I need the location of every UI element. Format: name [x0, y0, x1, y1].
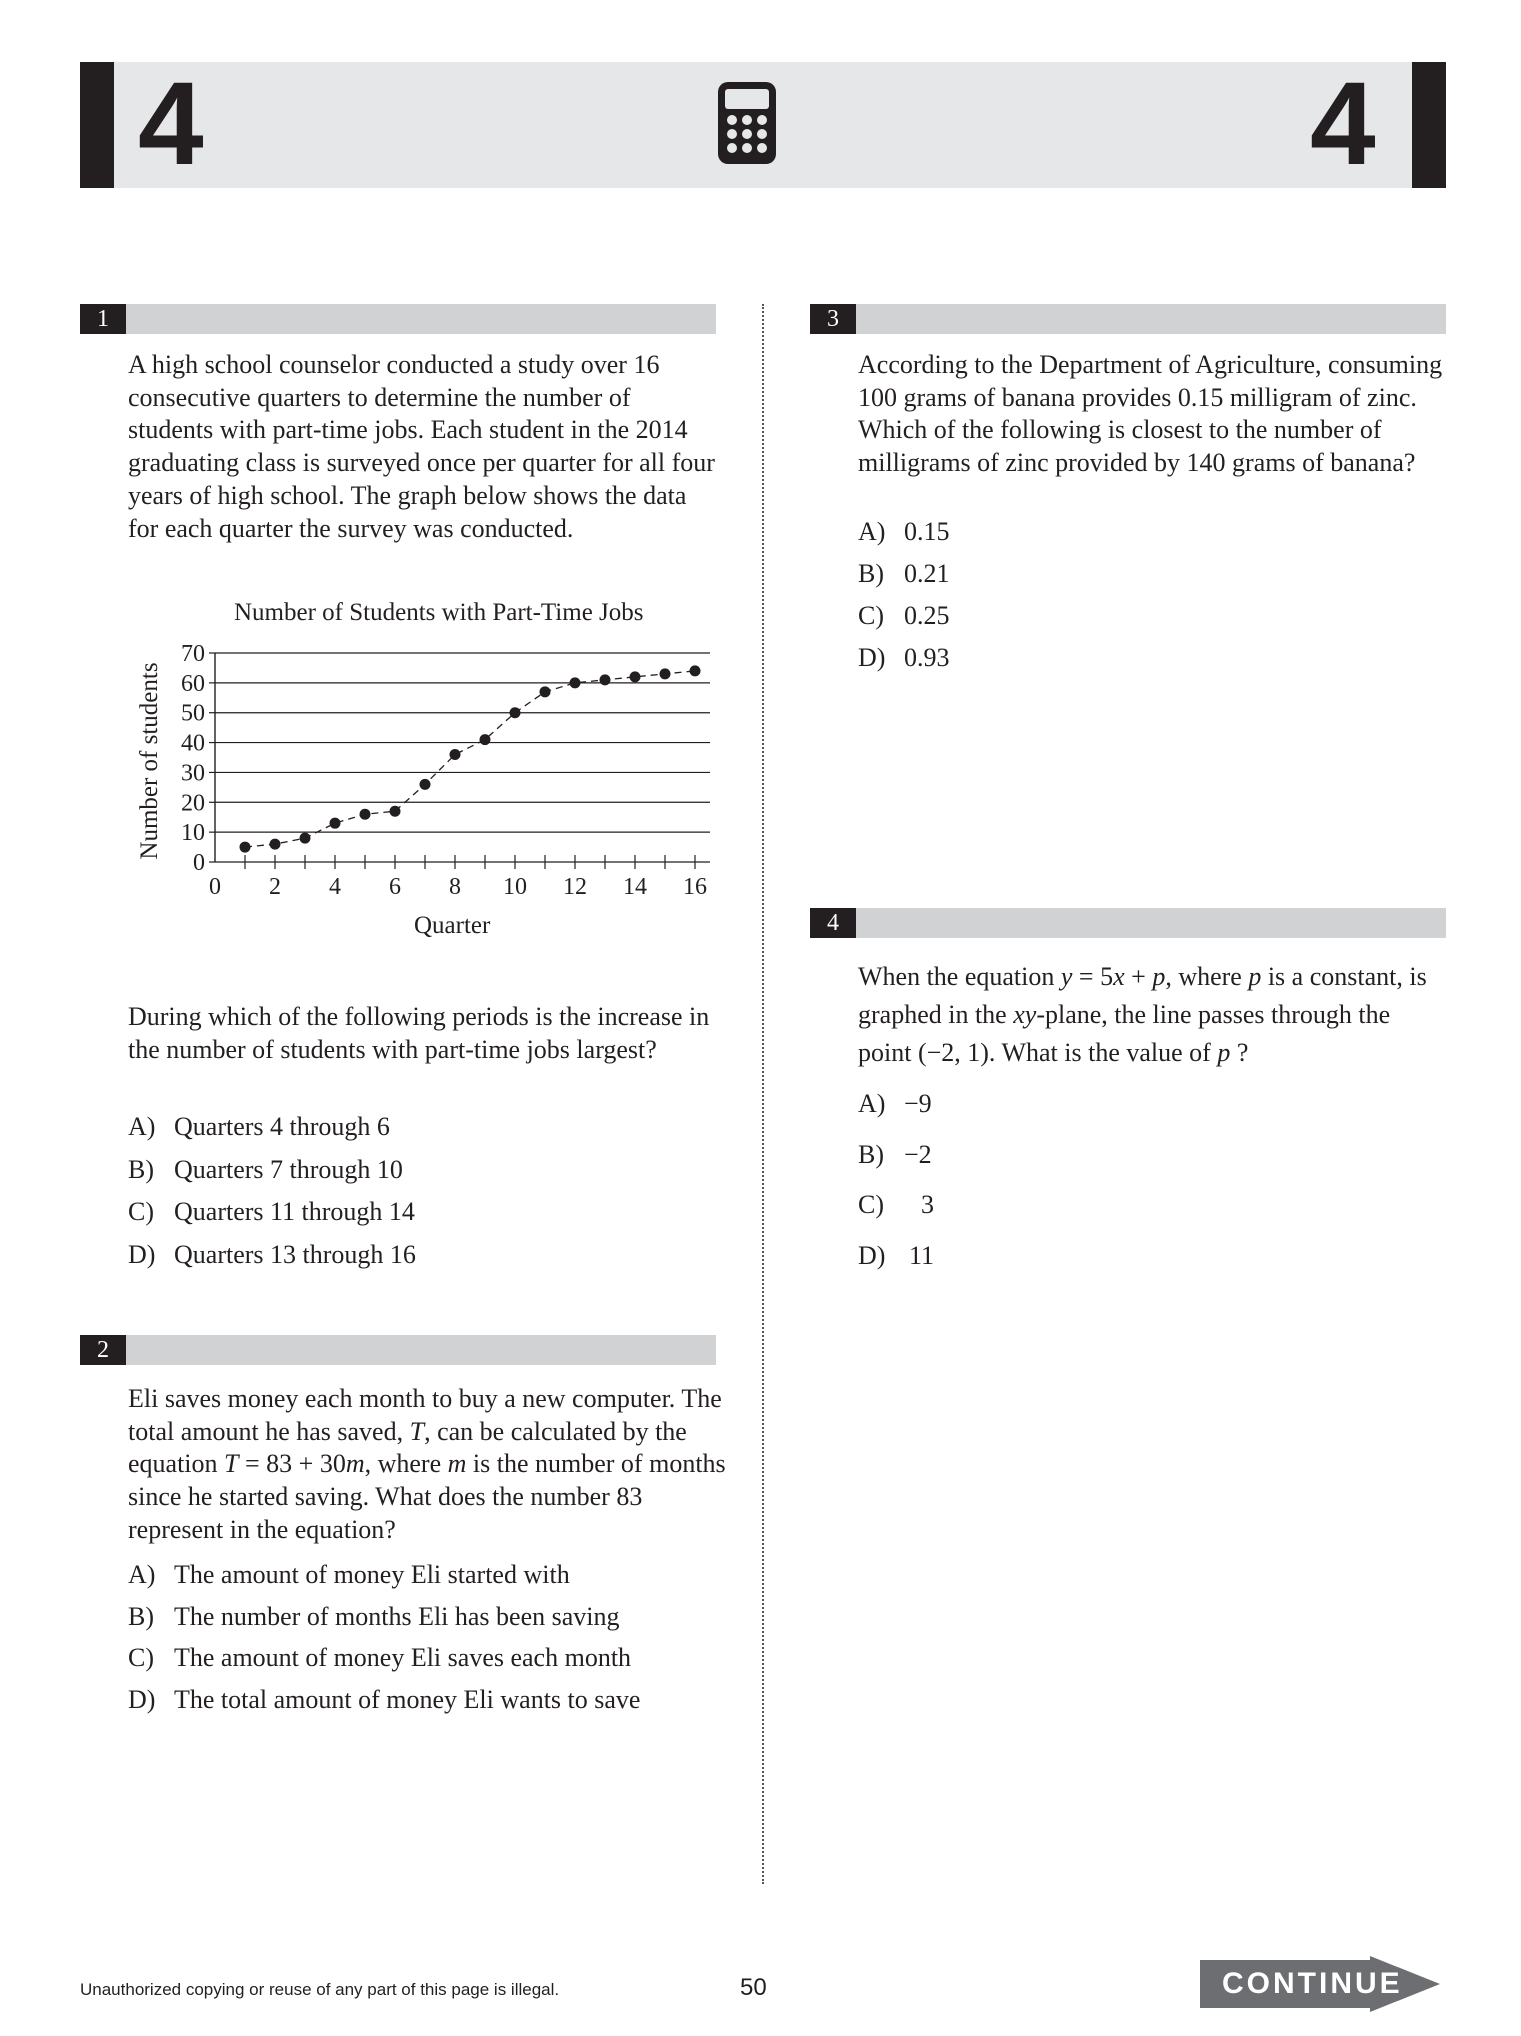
x-axis-label: Quarter — [414, 912, 491, 939]
series-line — [245, 671, 695, 847]
option-letter: B) — [858, 559, 884, 588]
line-chart — [170, 630, 720, 900]
column-divider — [762, 304, 764, 1884]
y-axis-label: Number of students — [136, 662, 163, 860]
data-point — [540, 686, 551, 697]
chart-title: Number of Students with Part-Time Jobs — [234, 599, 644, 626]
option-text: Quarters 13 through 16 — [174, 1240, 416, 1269]
option-letter: B) — [128, 1602, 154, 1631]
option-text: The amount of money Eli started with — [174, 1560, 570, 1589]
y-tick-label: 40 — [181, 730, 205, 757]
question-2-option-a[interactable] — [128, 1560, 570, 1590]
question-2-option-b[interactable] — [128, 1602, 620, 1632]
x-tick-label: 10 — [503, 874, 527, 900]
option-letter: C) — [128, 1197, 154, 1226]
section-number-right: 4 — [1310, 58, 1376, 190]
question-2-text: Eli saves money each month to buy a new computer. The total amount he has saved, T, can be calculated by the equation T = 83 + 30m, where m is the number of months since he started saving. What does the number 83 represent in the equation? — [128, 1384, 726, 1544]
x-tick-label: 8 — [449, 874, 461, 900]
y-tick-label: 0 — [193, 850, 205, 876]
option-text: The total amount of money Eli wants to save — [174, 1685, 641, 1714]
question-3-bar — [810, 304, 1446, 334]
data-point — [420, 779, 431, 790]
copyright-notice: Unauthorized copying or reuse of any part of this page is illegal. — [80, 1980, 560, 1999]
question-3-option-b[interactable] — [858, 559, 950, 589]
option-text: The number of months Eli has been saving — [174, 1602, 620, 1631]
question-3-option-a[interactable] — [858, 517, 950, 547]
option-letter: C) — [128, 1643, 154, 1672]
option-letter: A) — [858, 517, 886, 546]
data-point — [450, 749, 461, 760]
option-letter: B) — [128, 1155, 154, 1184]
option-letter: A) — [128, 1112, 156, 1141]
option-letter: D) — [128, 1685, 156, 1714]
option-letter: D) — [858, 1241, 886, 1270]
continue-button[interactable] — [1200, 1956, 1440, 2012]
question-1-bar — [80, 304, 716, 334]
x-tick-label: 0 — [209, 874, 221, 900]
section-number-left: 4 — [138, 58, 204, 190]
question-3-text: According to the Department of Agriculture, consuming 100 grams of banana provides 0.15 milligram of zinc. Which of the following is closest to the number of milligrams of zinc provided by 140 grams of banana? — [858, 350, 1443, 478]
option-text: 11 — [908, 1241, 934, 1270]
question-1-option-c[interactable] — [128, 1197, 415, 1227]
data-point — [510, 707, 521, 718]
header-bar-left — [80, 62, 114, 188]
question-3-option-d[interactable] — [858, 643, 950, 673]
option-text: 0.15 — [904, 517, 950, 546]
question-1-option-b[interactable] — [128, 1155, 403, 1185]
question-2-number: 2 — [80, 1335, 126, 1365]
option-text: 0.25 — [904, 601, 950, 630]
x-tick-label: 16 — [683, 874, 707, 900]
y-tick-label: 50 — [181, 700, 205, 727]
option-text: Quarters 7 through 10 — [174, 1155, 403, 1184]
question-2-bar — [80, 1335, 716, 1365]
question-2-option-c[interactable] — [128, 1643, 631, 1673]
x-tick-label: 4 — [329, 874, 341, 900]
question-4-option-a[interactable] — [858, 1089, 932, 1119]
data-point — [330, 818, 341, 829]
calculator-icon — [716, 80, 778, 166]
y-tick-label: 10 — [181, 820, 205, 847]
option-letter: A) — [128, 1560, 156, 1589]
question-1-option-a[interactable] — [128, 1112, 390, 1142]
question-2-option-d[interactable] — [128, 1685, 640, 1715]
data-point — [240, 842, 251, 853]
option-letter: C) — [858, 1190, 884, 1219]
option-text: Quarters 11 through 14 — [174, 1197, 415, 1226]
y-tick-label: 70 — [181, 641, 205, 667]
data-point — [630, 671, 641, 682]
option-letter: D) — [128, 1240, 156, 1269]
question-3-option-c[interactable] — [858, 601, 950, 631]
option-text: Quarters 4 through 6 — [174, 1112, 390, 1141]
data-point — [690, 665, 701, 676]
question-3-number: 3 — [810, 304, 856, 334]
data-point — [270, 839, 281, 850]
question-1-number: 1 — [80, 304, 126, 334]
question-4-number: 4 — [810, 908, 856, 938]
x-tick-label: 2 — [269, 874, 281, 900]
option-text: 0.93 — [904, 643, 950, 672]
data-point — [360, 809, 371, 820]
page-number: 50 — [740, 1974, 767, 2001]
option-letter: B) — [858, 1140, 884, 1169]
data-point — [390, 806, 401, 817]
data-point — [600, 674, 611, 685]
question-1-option-d[interactable] — [128, 1240, 416, 1270]
option-text: −9 — [904, 1089, 932, 1118]
option-text: 0.21 — [904, 559, 950, 588]
x-tick-label: 12 — [563, 874, 587, 900]
data-point — [480, 734, 491, 745]
question-1-prompt: During which of the following periods is the increase in the number of students with part-time jobs largest? — [128, 1002, 710, 1064]
y-tick-label: 20 — [181, 790, 205, 817]
question-4-option-d[interactable] — [858, 1241, 934, 1271]
question-4-option-b[interactable] — [858, 1140, 932, 1170]
question-1-text: A high school counselor conducted a study over 16 consecutive quarters to determine the number of students with part-time jobs. Each student in the 2014 graduating class is surveyed once per quarter for all four years of high school. The graph below shows the data for each quarter the survey was conducted. — [128, 350, 715, 543]
data-point — [660, 668, 671, 679]
option-letter: C) — [858, 601, 884, 630]
y-tick-label: 60 — [181, 670, 205, 697]
continue-label: CONTINUE — [1222, 1967, 1403, 2000]
option-letter: A) — [858, 1089, 886, 1118]
question-4-option-c[interactable] — [858, 1190, 934, 1220]
header-bar-right — [1412, 62, 1446, 188]
option-letter: D) — [858, 643, 886, 672]
question-4-text: When the equation y = 5x + p, where p is a constant, is graphed in the xy-plane, the line passes through the point (−2, 1). What is the value of p ? — [858, 962, 1427, 1067]
option-text: −2 — [904, 1140, 932, 1169]
question-4-bar — [810, 908, 1446, 938]
option-text: The amount of money Eli saves each month — [174, 1643, 632, 1672]
x-tick-label: 14 — [623, 874, 647, 900]
y-tick-label: 30 — [181, 760, 205, 787]
x-tick-label: 6 — [389, 874, 401, 900]
option-text: 3 — [921, 1190, 934, 1219]
data-point — [300, 833, 311, 844]
data-point — [570, 677, 581, 688]
